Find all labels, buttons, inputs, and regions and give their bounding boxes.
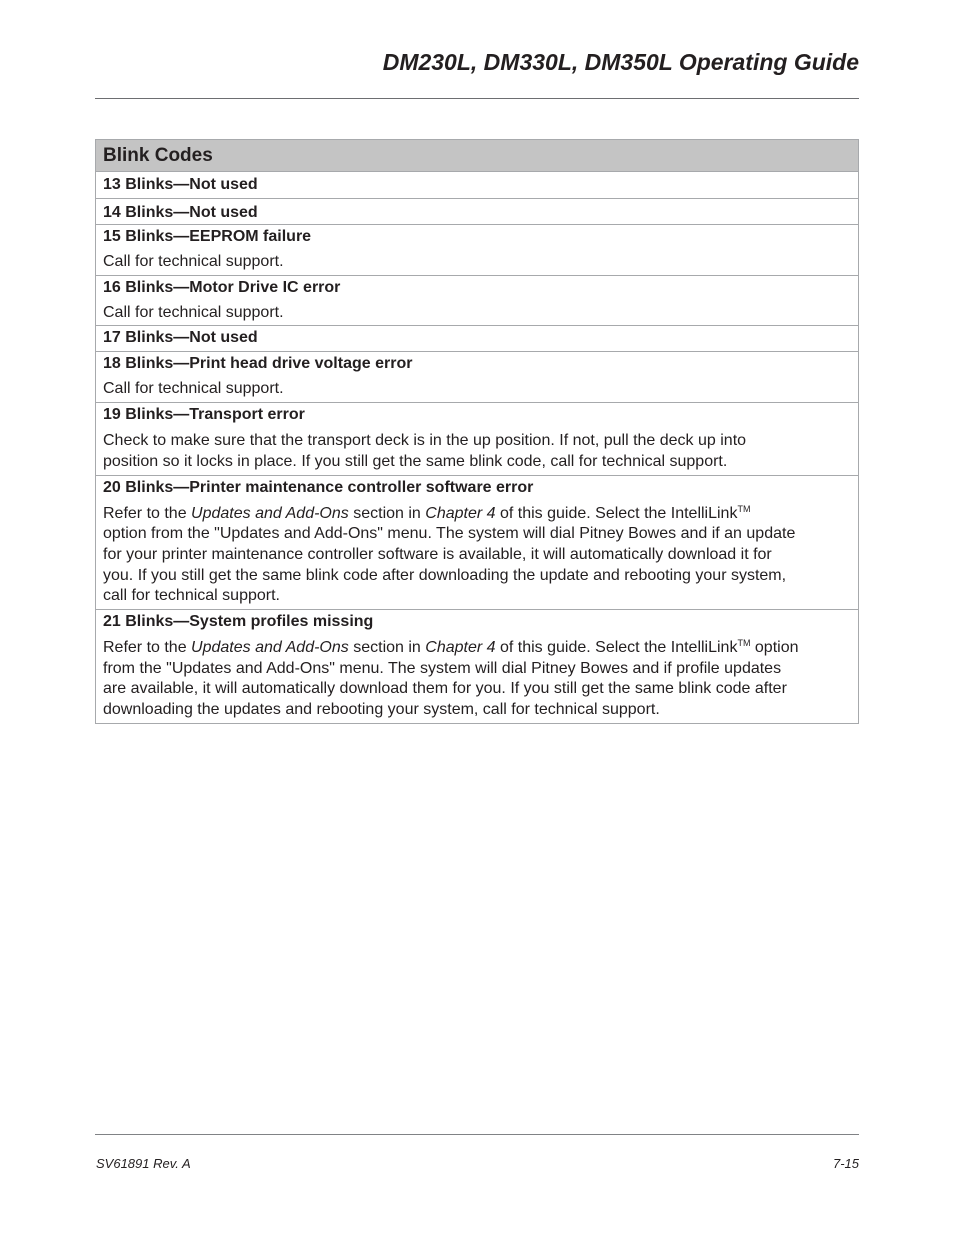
table-heading: Blink Codes [96,140,858,172]
section-reference: Updates and Add-Ons [191,504,349,522]
table-row [96,276,858,327]
row-title: 18 Blinks—Print head drive voltage error [103,355,413,373]
body-text: section in [348,504,426,522]
row-title: 14 Blinks—Not used [103,204,258,221]
row-body [103,425,851,474]
table-row [96,403,858,475]
footer-rule [95,1134,859,1135]
body-text: section in [348,639,426,657]
trademark-mark: TM [737,638,751,649]
row-body [103,498,851,610]
table-row [96,225,858,276]
body-line [103,638,851,659]
header-rule [95,98,859,99]
body-line: Check to make sure that the transport deck is in the up position. If not, pull the deck up into [103,432,747,450]
row-body [103,632,851,723]
row-title: 19 Blinks—Transport error [103,406,305,424]
table-row [96,610,858,723]
row-title: 21 Blinks—System profiles missing [103,613,374,631]
trademark-mark: TM [737,503,751,514]
chapter-reference: Chapter 4 [425,639,496,657]
body-text: option [750,639,799,657]
body-line [103,504,851,525]
row-title: 13 Blinks—Not used [103,176,258,193]
table-row [96,476,858,611]
table-row [96,326,858,352]
page-number: 7-15 [832,1156,859,1171]
body-line: for your printer maintenance controller software is available, it will automatically download it for [103,545,772,563]
body-text: of this guide. Select the IntelliLink [495,639,738,657]
body-text: of this guide. Select the IntelliLink [495,504,738,522]
table-row [96,172,858,199]
blink-codes-table [95,139,859,724]
document-id: SV61891 Rev. A [96,1156,191,1171]
row-body: Call for technical support. [103,253,284,270]
body-line: are available, it will automatically download them for you. If you still get the same blink code after [103,680,787,698]
row-title: 17 Blinks—Not used [103,329,258,347]
row-title: 20 Blinks—Printer maintenance controller software error [103,478,534,496]
body-line: from the "Updates and Add-Ons" menu. The system will dial Pitney Bowes and if profile updates [103,659,782,677]
table-row [96,199,858,225]
body-text: Refer to the [103,504,192,522]
body-line: position so it locks in place. If you still get the same blink code, call for technical support. [103,452,728,470]
row-title: 16 Blinks—Motor Drive IC error [103,278,341,296]
row-body: Call for technical support. [103,303,284,321]
page-title: DM230L, DM330L, DM350L Operating Guide [382,49,859,75]
chapter-reference: Chapter 4 [425,504,496,522]
table-row [96,352,858,403]
row-body: Call for technical support. [103,380,284,398]
body-line: downloading the updates and rebooting your system, call for technical support. [103,701,660,719]
body-text: Refer to the [103,639,192,657]
row-title: 15 Blinks—EEPROM failure [103,228,312,245]
body-line: you. If you still get the same blink code after downloading the update and rebooting your system, [103,566,787,584]
body-line: call for technical support. [103,587,280,605]
body-line: option from the "Updates and Add-Ons" menu. The system will dial Pitney Bowes and if an update [103,525,796,543]
section-reference: Updates and Add-Ons [191,639,349,657]
